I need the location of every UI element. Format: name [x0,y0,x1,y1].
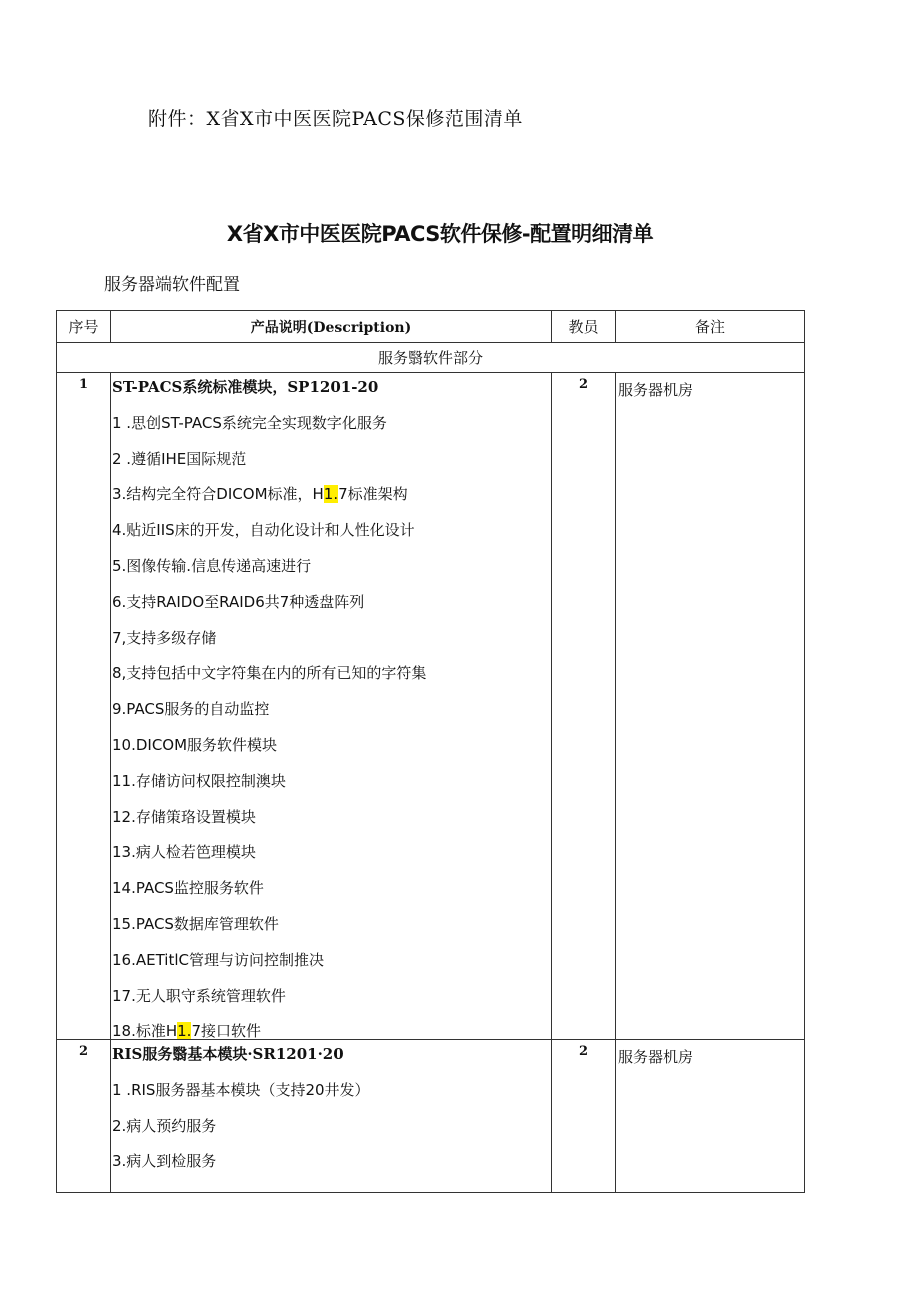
config-table [56,310,805,1193]
table-row [57,1040,805,1193]
list-item: 18.标准H1.7接口软件 [112,1022,261,1039]
list-item: 16.AETitlC管理与访问控制推决 [112,950,324,969]
list-item: 11.存储访问权限控制澳块 [112,771,286,790]
list-item: 8,支持包括中文字符集在内的所有已知的字符集 [112,664,427,683]
list-item: 7,支持多级存储 [112,628,217,647]
list-item: 6.支持RAIDO至RAID6共7种透盘阵列 [112,592,365,611]
list-item: 14.PACS监控服务软件 [112,879,264,898]
table-header-row [57,311,805,343]
header-quantity: 教员 [552,311,616,343]
row-quantity: 2 [552,373,616,1040]
document-title: X省X市中医医院PACS软件保修-配置明细清单 [226,222,654,246]
list-item: 5.图像传输.信息传递高速进行 [112,556,312,575]
list-item: 17.无人职守系统管理软件 [112,986,286,1005]
list-item: 15.PACS数据库管理软件 [112,914,279,933]
table-row [57,373,805,1040]
list-item: 2.病人预约服务 [112,1116,217,1135]
list-item: 10.DICOM服务软件模块 [112,735,278,754]
list-item: 4.贴近IIS床的开发，自动化设计和人性化设计 [112,521,415,540]
row-description [111,1040,552,1193]
list-item: 2 .遵循IHE国际规范 [112,449,247,468]
list-item: 3.结构完全符合DICOM标准，H1.7标准架构 [112,485,408,504]
text-highlight: 1. [177,1022,192,1039]
header-description: 产品说明(Description) [111,311,552,343]
row-index: 1 [57,373,111,1040]
group-label: 服务翳软件部分 [57,343,805,373]
row-index: 2 [57,1040,111,1193]
header-remarks: 备注 [616,311,805,343]
row-quantity: 2 [552,1040,616,1193]
row-remarks: 服务器机房 [616,373,805,1040]
header-index: 序号 [57,311,111,343]
list-item: 1 .RIS服务器基本模块（支持20井发） [112,1080,370,1099]
row-title: RIS服务翳基本模块·SR1201·20 [112,1045,344,1063]
list-item: 13.病人检若笆理模块 [112,843,256,862]
row-description [111,373,552,1040]
list-item: 9.PACS服务的自动监控 [112,700,270,719]
row-title: ST-PACS系统标准模块，SP1201-20 [112,378,379,396]
row-remarks: 服务器机房 [616,1040,805,1193]
list-item: 1 .思创ST-PACS系统完全实现数字化服务 [112,413,387,432]
group-row [57,343,805,373]
list-item: 12.存储策珞设置模块 [112,807,256,826]
attachment-heading: 附件：X省X市中医医院PACS保修范围清单 [148,108,523,130]
list-item: 3.病人到检服务 [112,1152,217,1171]
text-highlight: 1. [323,485,339,504]
section-title: 服务器端软件配置 [104,275,240,295]
